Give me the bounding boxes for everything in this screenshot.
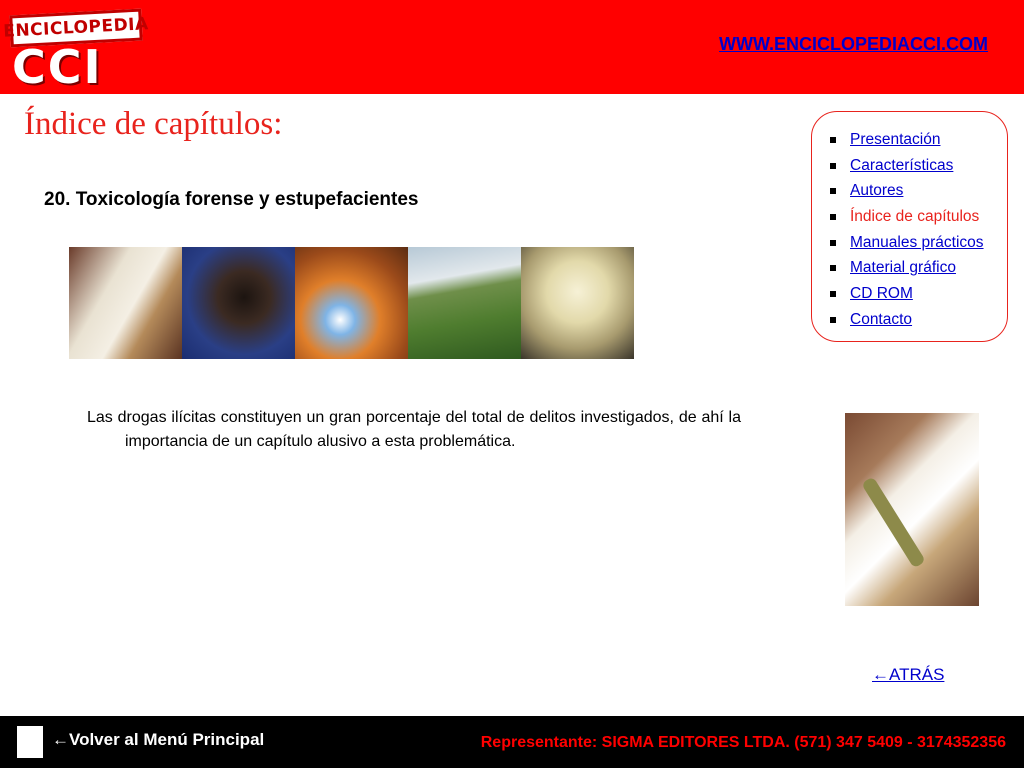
back-link[interactable]: ←ATRÁS — [872, 665, 945, 684]
menu-item-caracteristicas — [830, 153, 984, 179]
menu-item-presentacion — [830, 127, 984, 153]
menu-item-autores — [830, 178, 984, 204]
rolling-paper-image — [69, 247, 182, 359]
square-bullet-icon — [830, 188, 836, 194]
drug-powder-packages-image — [521, 247, 634, 359]
side-menu — [811, 111, 1008, 342]
menu-link-presentacion[interactable]: Presentación — [850, 130, 941, 148]
tobacco-line — [861, 476, 926, 568]
main-menu-link[interactable]: ←Volver al Menú Principal — [52, 730, 265, 749]
menu-link-cdrom[interactable]: CD ROM — [850, 284, 913, 302]
menu-link-contacto[interactable]: Contacto — [850, 310, 913, 328]
menu-link-indice-current: Índice de capítulos — [850, 207, 980, 225]
crop-duster-plane-image — [408, 247, 521, 359]
menu-item-indice — [830, 204, 984, 230]
header-bar — [0, 0, 1024, 94]
representative-info: Representante: SIGMA EDITORES LTDA. (571) 347 5409 - 3174352356 — [480, 734, 1006, 751]
arm-injection-image — [182, 247, 295, 359]
footer-bar — [0, 716, 1024, 768]
menu-link-manuales[interactable]: Manuales prácticos — [850, 233, 984, 251]
rolling-joint-photo — [845, 413, 979, 606]
chapter-heading: 20. Toxicología forense y estupefacientes — [44, 189, 419, 210]
square-bullet-icon — [830, 214, 836, 220]
menu-link-material[interactable]: Material gráfico — [850, 259, 956, 277]
menu-item-material — [830, 255, 984, 281]
logo-top-text: ENCICLOPEDIA — [2, 14, 150, 42]
enciclopedia-cci-logo[interactable] — [2, 8, 150, 94]
menu-item-cdrom — [830, 281, 984, 307]
square-bullet-icon — [830, 317, 836, 323]
chapter-description: Las drogas ilícitas constituyen un gran porcentaje del total de delitos investigados, de ahí la importancia de un capítulo alusivo a esta problemática. — [87, 409, 741, 450]
page-title: Índice de capítulos: — [24, 106, 283, 142]
square-bullet-icon — [830, 291, 836, 297]
footer-square-icon — [17, 726, 43, 758]
square-bullet-icon — [830, 240, 836, 246]
logo-bottom-text: CCI — [12, 40, 103, 94]
square-bullet-icon — [830, 163, 836, 169]
square-bullet-icon — [830, 137, 836, 143]
site-url-link[interactable]: WWW.ENCICLOPEDIACCI.COM — [719, 34, 988, 54]
pills-bottle-image — [295, 247, 408, 359]
square-bullet-icon — [830, 265, 836, 271]
menu-link-caracteristicas[interactable]: Características — [850, 156, 954, 174]
menu-link-autores[interactable]: Autores — [850, 182, 904, 200]
menu-item-manuales — [830, 230, 984, 256]
chapter-image-strip — [69, 247, 634, 359]
menu-item-contacto — [830, 307, 984, 333]
